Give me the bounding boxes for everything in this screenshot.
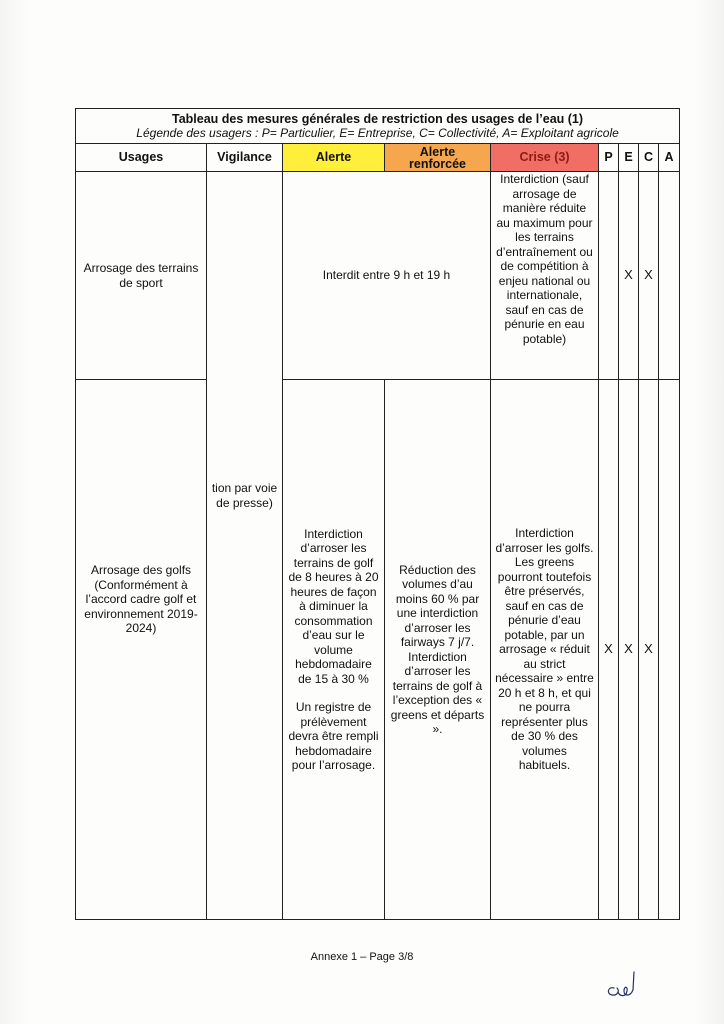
usage-cell — [76, 380, 207, 920]
mark-c: X — [639, 380, 659, 920]
crise-text: Interdiction (sauf arrosage de manière réduite au maximum pour les terrains d’entraînement ou de compétition à enjeu national ou internationale, sauf en cas de pénurie en eau potable) — [496, 172, 593, 346]
alerte-merged-cell — [283, 172, 491, 380]
vigilance-text: tion par voie de presse) — [211, 481, 278, 510]
usage-cell — [76, 172, 207, 380]
header-vigilance: Vigilance — [207, 144, 283, 172]
mark-a — [659, 380, 680, 920]
header-alerte-renforcee-line2: renforcée — [409, 156, 466, 171]
header-p: P — [599, 144, 619, 172]
header-crise: Crise (3) — [491, 144, 599, 172]
crise-text-p1: Interdiction d’arroser les golfs. — [495, 526, 594, 555]
usage-text: Arrosage des golfs (Conformément à l’accord cadre golf et environnement 2019-2024) — [84, 563, 198, 635]
mark-c: X — [639, 172, 659, 380]
usage-text: Arrosage des terrains de sport — [83, 261, 199, 290]
restriction-measures-table — [75, 108, 680, 920]
alerte-cell — [283, 380, 385, 920]
crise-cell — [491, 380, 599, 920]
table-title: Tableau des mesures générales de restriction des usages de l’eau (1) — [172, 111, 584, 126]
header-alerte-renforcee-line1: Alerte — [419, 144, 456, 159]
mark-p: X — [599, 380, 619, 920]
header-usages: Usages — [76, 144, 207, 172]
alerte-text-p1: Interdiction d’arroser les terrains de golf de 8 heures à 20 heures de façon à diminuer la consommation d’eau sur le volume hebdomadaire de 15 à 30 % — [288, 526, 379, 686]
header-c: C — [639, 144, 659, 172]
table-title-cell — [76, 109, 680, 144]
alerte-renforcee-text-p2: Interdiction d’arroser les terrains de golf à l’exception des « greens et départs ». — [390, 649, 485, 736]
alerte-renforcee-text-p1: Réduction des volumes d’au moins 60 % par une interdiction d’arroser les fairways 7 j/7. — [395, 562, 480, 649]
vigilance-cell — [207, 172, 283, 920]
header-alerte-renforcee — [385, 144, 491, 172]
alerte-merged-text: Interdit entre 9 h et 19 h — [322, 268, 451, 283]
header-e: E — [619, 144, 639, 172]
handwritten-initials-signature — [600, 964, 650, 1004]
table-legend: Légende des usagers : P= Particulier, E= Entreprise, C= Collectivité, A= Exploitant agricole — [136, 126, 619, 140]
crise-cell — [491, 172, 599, 380]
header-alerte: Alerte — [283, 144, 385, 172]
header-a: A — [659, 144, 680, 172]
crise-text-p2: Les greens pourront toutefois être préservés, sauf en cas de pénurie d’eau potable, par un arrosage « réduit au strict nécessaire » entre 20 h et 8 h, et qui ne pourra représenter plus de 30 % des volumes habituels. — [495, 555, 594, 773]
mark-e: X — [619, 172, 639, 380]
alerte-renforcee-cell — [385, 380, 491, 920]
page-footer: Annexe 1 – Page 3/8 — [310, 951, 414, 963]
mark-e: X — [619, 380, 639, 920]
table-row — [76, 172, 680, 380]
alerte-text-p2: Un registre de prélèvement devra être rempli hebdomadaire pour l’arrosage. — [288, 700, 379, 772]
table-row — [76, 380, 680, 920]
mark-a — [659, 172, 680, 380]
mark-p — [599, 172, 619, 380]
